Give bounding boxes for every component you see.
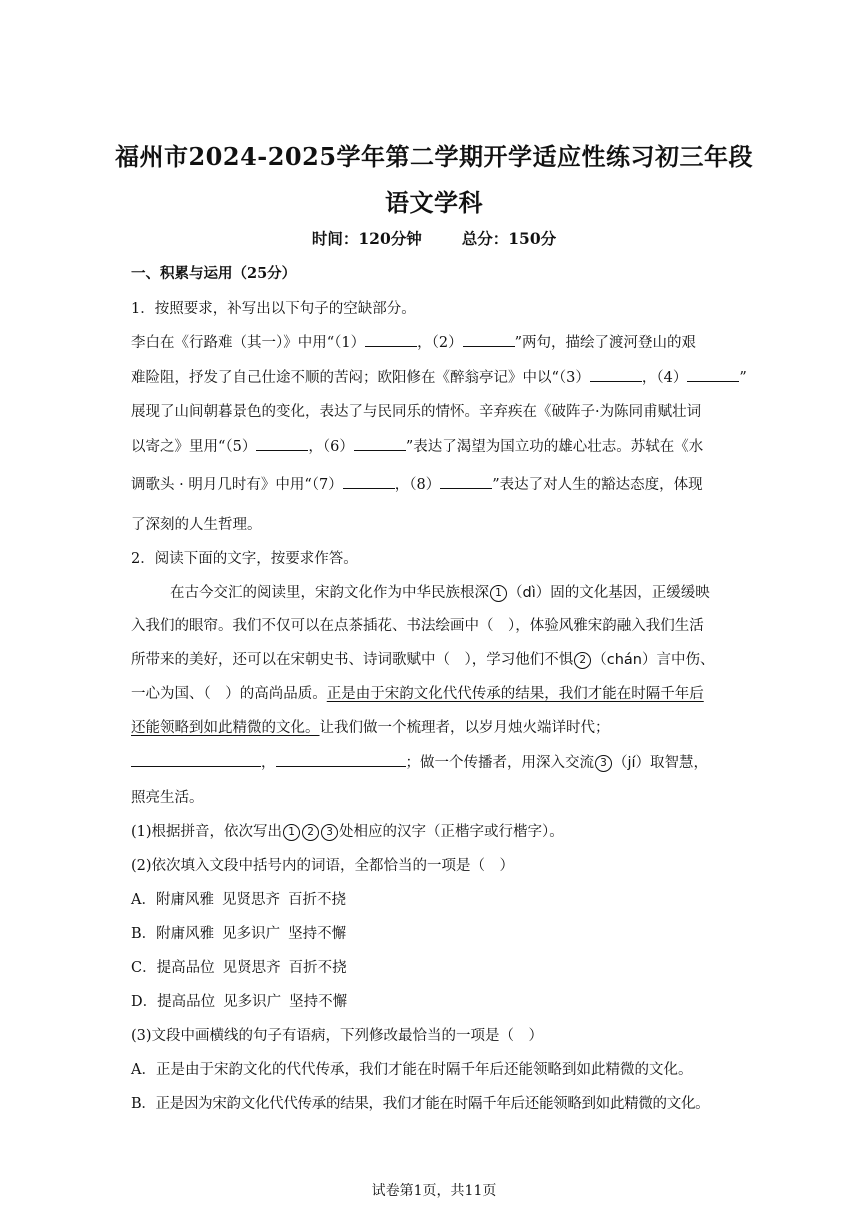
q2-sub3-option-b[interactable]: B．正是因为宋韵文化代代传承的结果，我们才能在时隔千年后还能领略到如此精微的文化。 bbox=[131, 1096, 710, 1112]
blank-2[interactable] bbox=[463, 332, 515, 347]
blank-1[interactable] bbox=[365, 332, 417, 347]
passage-line-6: ， ；做一个传播者，用深入交流 3 （jí）取智慧， bbox=[131, 751, 741, 772]
q1-line-4: 以寄之》里用“（5） ，（6） ”表达了渴望为国立功的雄心壮志。苏轼在《水 bbox=[131, 435, 741, 456]
page-footer: 试卷第1页，共11页 bbox=[371, 1183, 497, 1199]
q2-sub2-option-d[interactable]: D．提高品位 见多识广 坚持不懈 bbox=[131, 994, 348, 1010]
exam-title: 福州市2024-2025学年第二学期开学适应性练习初三年段 bbox=[114, 142, 754, 171]
exam-time: 时间：120分钟 bbox=[311, 229, 422, 248]
exam-meta bbox=[0, 227, 868, 249]
marker-3: 3 bbox=[595, 755, 612, 772]
passage-blank-2[interactable] bbox=[276, 752, 406, 767]
passage-blank-1[interactable] bbox=[131, 752, 261, 767]
passage-line-2: 入我们的眼帘。我们不仅可以在点茶插花、书法绘画中（ ），体验风雅宋韵融入我们生活 bbox=[131, 618, 704, 634]
q1-line-1: 李白在《行路难（其一）》中用“（1） ，（2） ”两句，描绘了渡河登山的艰 bbox=[131, 331, 741, 352]
q2-prompt: 2．阅读下面的文字，按要求作答。 bbox=[131, 551, 358, 567]
q1-line-3: 展现了山间朝暮景色的变化，表达了与民同乐的情怀。辛弃疾在《破阵子·为陈同甫赋壮词 bbox=[131, 404, 702, 420]
passage-line-1: 在古今交汇的阅读里，宋韵文化作为中华民族根深 1 （dì）固的文化基因，正缓缓映 bbox=[170, 585, 710, 601]
q1-prompt: 1．按照要求，补写出以下句子的空缺部分。 bbox=[131, 301, 416, 317]
q2-sub3-option-a[interactable]: A．正是由于宋韵文化的代代传承，我们才能在时隔千年后还能领略到如此精微的文化。 bbox=[131, 1062, 693, 1078]
q1-line-2: 难险阻，抒发了自己仕途不顺的苦闷；欧阳修在《醉翁亭记》中以“（3） ，（4） ” bbox=[131, 366, 741, 387]
passage-line-7: 照亮生活。 bbox=[131, 790, 204, 806]
marker-2: 2 bbox=[574, 652, 591, 669]
q2-sub2-option-b[interactable]: B．附庸风雅 见多识广 坚持不懈 bbox=[131, 926, 347, 942]
blank-7[interactable] bbox=[343, 474, 395, 489]
underlined-sentence-end: 还能领略到如此精微的文化。 bbox=[131, 720, 320, 736]
blank-8[interactable] bbox=[440, 474, 492, 489]
q2-sub2-option-c[interactable]: C．提高品位 见贤思齐 百折不挠 bbox=[131, 960, 347, 976]
exam-subject: 语文学科 bbox=[385, 188, 483, 217]
underlined-sentence: 正是由于宋韵文化代代传承的结果，我们才能在时隔千年后 bbox=[326, 686, 704, 702]
q2-sub3: (3)文段中画横线的句子有语病，下列修改最恰当的一项是（ ） bbox=[131, 1028, 544, 1044]
section-heading: 一、积累与运用（25分） bbox=[131, 265, 297, 282]
marker-1: 1 bbox=[490, 585, 507, 602]
q1-line-5: 调歌头 · 明月几时有》中用“（7） ，（8） ”表达了对人生的豁达态度，体现 bbox=[131, 473, 741, 494]
blank-5[interactable] bbox=[256, 436, 308, 451]
passage-line-4: 一心为国、（ ）的高尚品质。正是由于宋韵文化代代传承的结果，我们才能在时隔千年后 bbox=[131, 686, 704, 702]
blank-4[interactable] bbox=[687, 367, 739, 382]
q2-sub2: (2)依次填入文段中括号内的词语，全都恰当的一项是（ ） bbox=[131, 858, 515, 874]
passage-line-5: 还能领略到如此精微的文化。让我们做一个梳理者，以岁月烛火端详时代； bbox=[131, 720, 610, 736]
q2-sub2-option-a[interactable]: A．附庸风雅 见贤思齐 百折不挠 bbox=[131, 892, 346, 908]
exam-score: 总分：150分 bbox=[461, 229, 557, 248]
blank-6[interactable] bbox=[354, 436, 406, 451]
blank-3[interactable] bbox=[590, 367, 642, 382]
passage-line-3: 所带来的美好，还可以在宋朝史书、诗词歌赋中（ ），学习他们不惧 2 （chán）言中伤、 bbox=[131, 652, 715, 668]
q1-line-6: 了深刻的人生哲理。 bbox=[131, 517, 262, 533]
q2-sub1: (1)根据拼音，依次写出 1 2 3 处相应的汉字（正楷字或行楷字）。 bbox=[131, 824, 564, 840]
